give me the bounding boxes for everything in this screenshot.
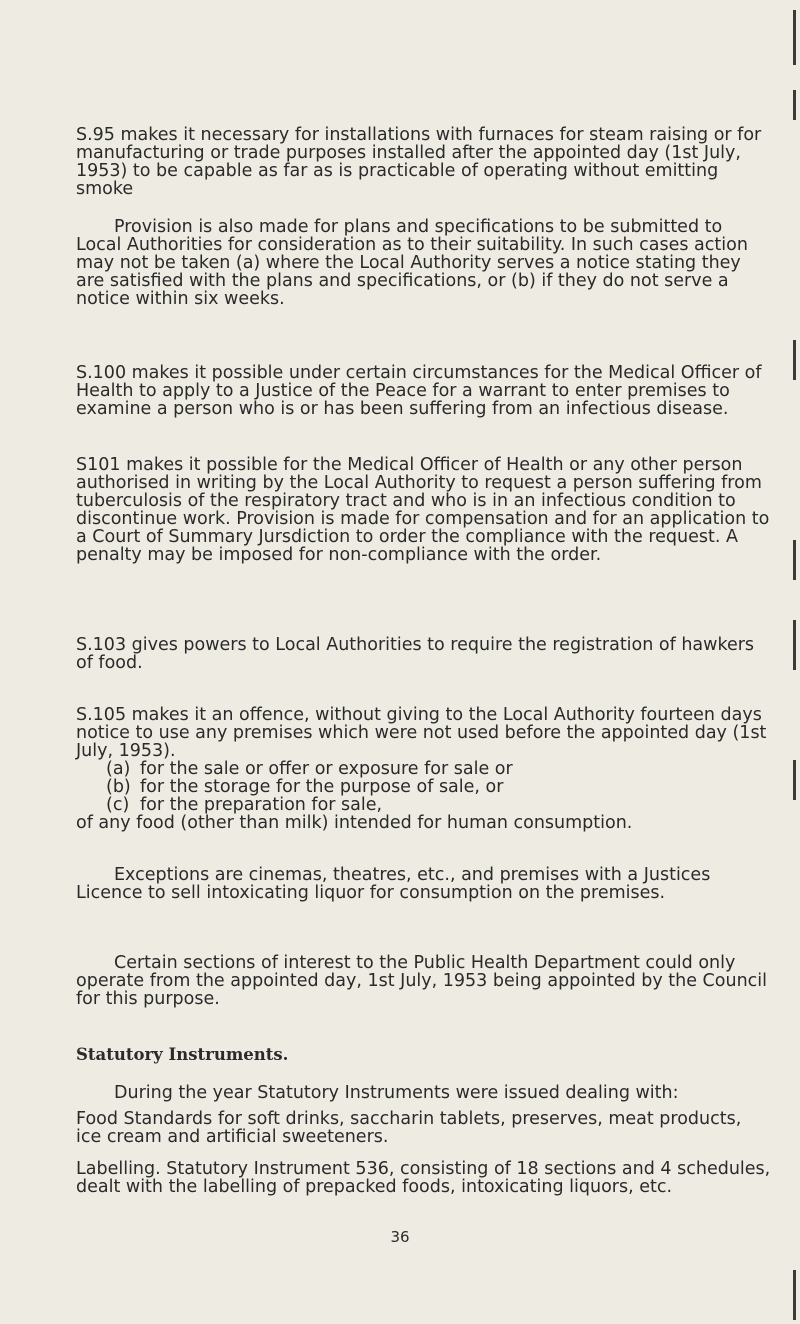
paragraph-s105: S.105 makes it an offence, without giving to the Local Authority fourteen days notice to use any premises which were not used before the appointed day (1st July, 1953). bbox=[76, 705, 767, 761]
paragraph-certain: Certain sections of interest to the Public Health Department could only operate from the appointed day, 1st July, 1953 being appointed by the Council for this purpose. bbox=[76, 953, 768, 1009]
paragraph-during: During the year Statutory Instruments were issued dealing with: bbox=[114, 1083, 679, 1103]
section-s103 bbox=[76, 636, 772, 672]
section-labelling bbox=[76, 1160, 772, 1196]
paragraph-exceptions: Exceptions are cinemas, theatres, etc., and premises with a Justices Licence to sell intoxicating liquor for consumption on the premises. bbox=[76, 865, 711, 903]
section-exceptions bbox=[76, 866, 772, 902]
section-s101 bbox=[76, 456, 772, 564]
scan-edge-mark bbox=[793, 620, 796, 670]
list-text-a: for the sale or offer or exposure for sale or bbox=[140, 759, 513, 779]
paragraph-provision: Provision is also made for plans and specifications to be submitted to Local Authorities for consideration as to their suitability. In such cases action may not be taken (a) where the Local Authority serves a notice stating they are satisfied with the plans and specifications, or (b) if they do not serve a notice within six weeks. bbox=[76, 217, 748, 309]
list-label-a: (a) bbox=[106, 759, 131, 779]
list-text-c: for the preparation for sale, bbox=[140, 795, 383, 815]
page-number: 36 bbox=[390, 1228, 410, 1246]
list-label-b: (b) bbox=[106, 777, 131, 797]
section-provision bbox=[76, 218, 772, 308]
paragraph-labelling: Labelling. Statutory Instrument 536, consisting of 18 sections and 4 schedules, dealt with the labelling of prepacked foods, intoxicating liquors, etc. bbox=[76, 1159, 771, 1197]
scan-edge-mark bbox=[793, 540, 796, 580]
section-food bbox=[76, 1110, 772, 1146]
paragraph-food: Food Standards for soft drinks, saccharin tablets, preserves, meat products, ice cream and artificial sweeteners. bbox=[76, 1109, 742, 1147]
paragraph-consumption: of any food (other than milk) intended for human consumption. bbox=[76, 813, 633, 833]
scan-edge-mark bbox=[793, 90, 796, 120]
paragraph-s103: S.103 gives powers to Local Authorities to require the registration of hawkers of food. bbox=[76, 635, 755, 673]
section-statutory bbox=[76, 1046, 772, 1064]
section-s100 bbox=[76, 364, 772, 418]
section-during bbox=[76, 1084, 772, 1102]
scan-edge-mark bbox=[793, 1270, 796, 1320]
list-label-c: (c) bbox=[106, 795, 130, 815]
scan-edge-mark bbox=[793, 340, 796, 380]
scan-edge-mark bbox=[793, 10, 796, 65]
paragraph-s100: S.100 makes it possible under certain circumstances for the Medical Officer of Health to apply to a Justice of the Peace for a warrant to enter premises to examine a person who is or has been suffering from an infectious disease. bbox=[76, 363, 762, 419]
list-item-c bbox=[76, 796, 772, 814]
paragraph-s101: S101 makes it possible for the Medical Officer of Health or any other person authorised in writing by the Local Authority to request a person suffering from tuberculosis of the respiratory tract and who is in an infectious condition to discontinue work. Provision is made for compensation and for an application to a Court of Summary Jursdiction to order the compliance with the request. A penalty may be imposed for non-compliance with the order. bbox=[76, 455, 770, 565]
section-s95 bbox=[76, 126, 772, 198]
list-item-b bbox=[76, 778, 772, 796]
paragraph-s95: S.95 makes it necessary for installations with furnaces for steam raising or for manufacturing or trade purposes installed after the appointed day (1st July, 1953) to be capable as far as is practicable of operating without emitting smoke bbox=[76, 125, 762, 199]
list-item-a bbox=[76, 760, 772, 778]
section-heading: Statutory Instruments. bbox=[76, 1045, 289, 1064]
section-certain bbox=[76, 954, 772, 1008]
scan-edge-mark bbox=[793, 760, 796, 800]
section-s105 bbox=[76, 706, 772, 832]
list-text-b: for the storage for the purpose of sale, or bbox=[140, 777, 504, 797]
